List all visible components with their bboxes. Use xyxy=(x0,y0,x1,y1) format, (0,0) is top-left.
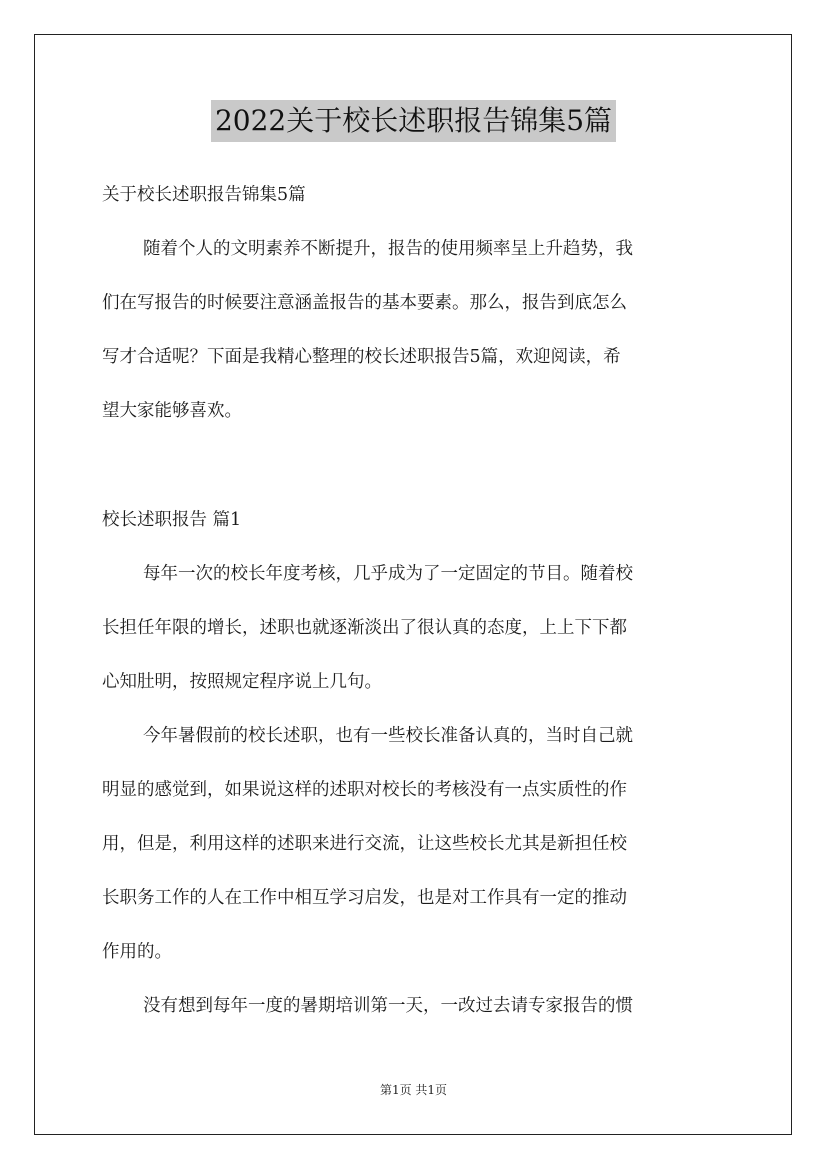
intro-line: 望大家能够喜欢。 xyxy=(102,401,242,421)
intro-line: 写才合适呢？下面是我精心整理的校长述职报告5篇，欢迎阅读，希 xyxy=(102,347,621,367)
paragraph-line: 心知肚明，按照规定程序说上几句。 xyxy=(102,672,382,692)
paragraph-line: 长担任年限的增长，述职也就逐渐淡出了很认真的态度，上上下下都 xyxy=(102,618,627,638)
title-container xyxy=(0,100,827,142)
document-subtitle: 关于校长述职报告锦集5篇 xyxy=(102,185,306,205)
paragraph-line: 长职务工作的人在工作中相互学习启发，也是对工作具有一定的推动 xyxy=(102,888,627,908)
page-footer: 第1页 共1页 xyxy=(379,1083,448,1097)
intro-line: 们在写报告的时候要注意涵盖报告的基本要素。那么，报告到底怎么 xyxy=(102,293,627,313)
paragraph-line: 每年一次的校长年度考核，几乎成为了一定固定的节目。随着校 xyxy=(143,564,633,584)
document-title: 2022关于校长述职报告锦集5篇 xyxy=(211,100,616,142)
paragraph-line: 用，但是，利用这样的述职来进行交流，让这些校长尤其是新担任校 xyxy=(102,834,627,854)
paragraph-line: 今年暑假前的校长述职，也有一些校长准备认真的，当时自己就 xyxy=(143,726,633,746)
intro-line: 随着个人的文明素养不断提升，报告的使用频率呈上升趋势，我 xyxy=(143,239,633,259)
section-heading: 校长述职报告 篇1 xyxy=(102,510,242,530)
paragraph-line: 明显的感觉到，如果说这样的述职对校长的考核没有一点实质性的作 xyxy=(102,780,627,800)
paragraph-line: 作用的。 xyxy=(102,942,172,962)
paragraph-line: 没有想到每年一度的暑期培训第一天，一改过去请专家报告的惯 xyxy=(143,996,633,1016)
